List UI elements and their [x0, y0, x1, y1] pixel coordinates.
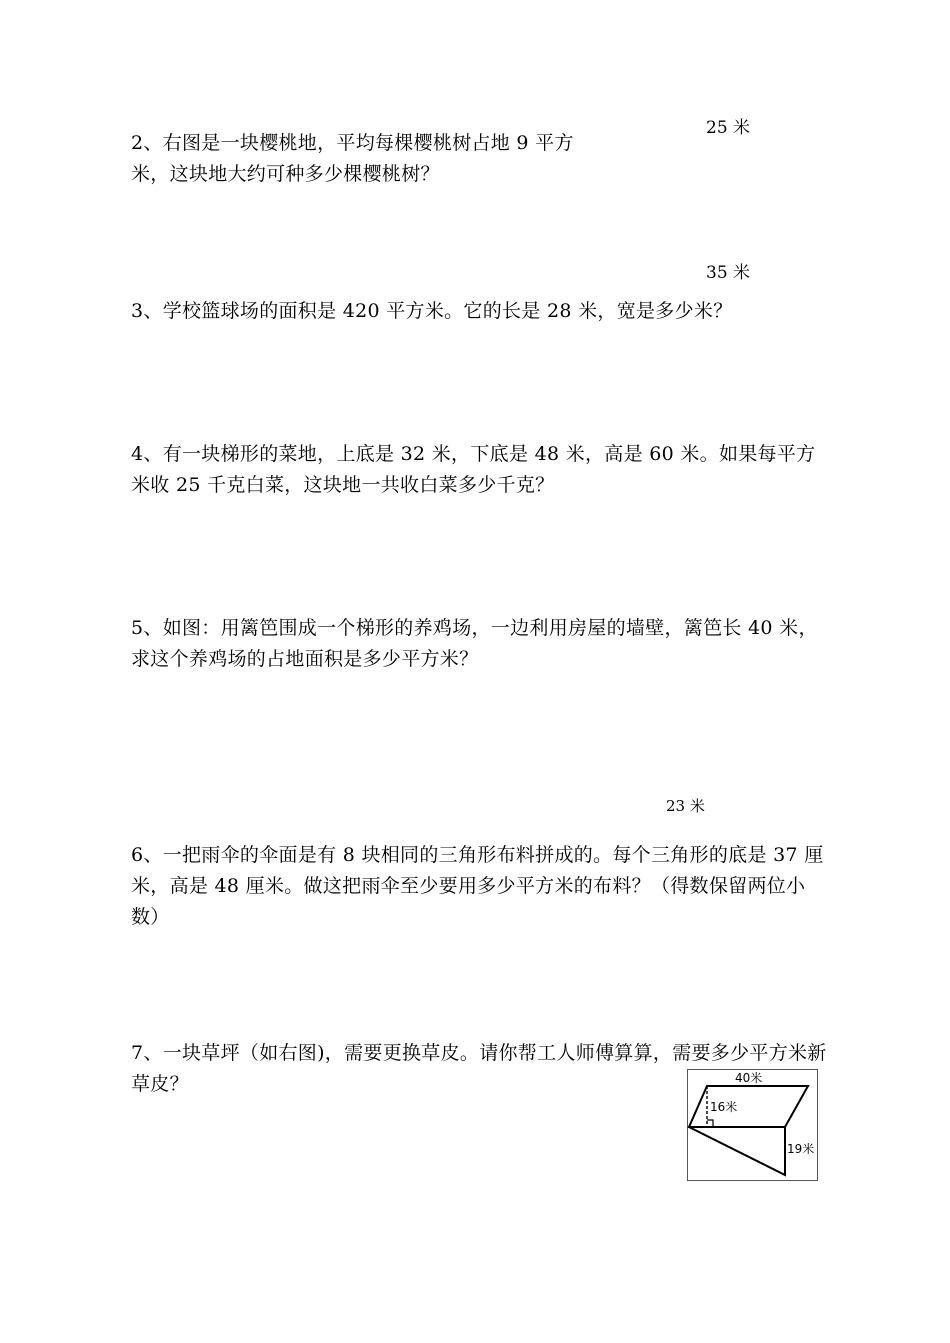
height-label: 16米	[710, 1100, 738, 1114]
top-side-label: 40米	[735, 1071, 763, 1085]
lawn-diagram	[687, 1069, 818, 1181]
lawn-figure	[687, 1069, 818, 1181]
question-6: 6、一把雨伞的伞面是有 8 块相同的三角形布料拼成的。每个三角形的底是 37 厘米，高是 48 厘米。做这把雨伞至少要用多少平方米的布料？（得数保留两位小数）	[131, 844, 824, 928]
question-5: 5、如图：用篱笆围成一个梯形的养鸡场，一边利用房屋的墙壁，篱笆长 40 米，求这个养鸡场的占地面积是多少平方米？	[131, 617, 818, 670]
question-3: 3、学校篮球场的面积是 420 平方米。它的长是 28 米，宽是多少米？	[131, 300, 733, 322]
q2-top-dimension-label: 25 米	[706, 118, 751, 138]
question-4: 4、有一块梯形的菜地，上底是 32 米，下底是 48 米，高是 60 米。如果每平方米收 25 千克白菜，这块地一共收白菜多少千克？	[131, 443, 816, 496]
question-7: 7、一块草坪（如右图)，需要更换草皮。请你帮工人师傅算算，需要多少平方米新草皮？	[131, 1042, 827, 1095]
q5-side-dimension-label: 23 米	[666, 797, 705, 815]
q2-bottom-dimension-label: 35 米	[706, 263, 751, 283]
right-side-label: 19米	[787, 1142, 815, 1156]
triangle-shape	[689, 1127, 785, 1175]
question-2: 2、右图是一块樱桃地，平均每棵樱桃树占地 9 平方米，这块地大约可种多少棵樱桃树？	[131, 132, 574, 185]
right-angle-marker	[707, 1120, 713, 1127]
